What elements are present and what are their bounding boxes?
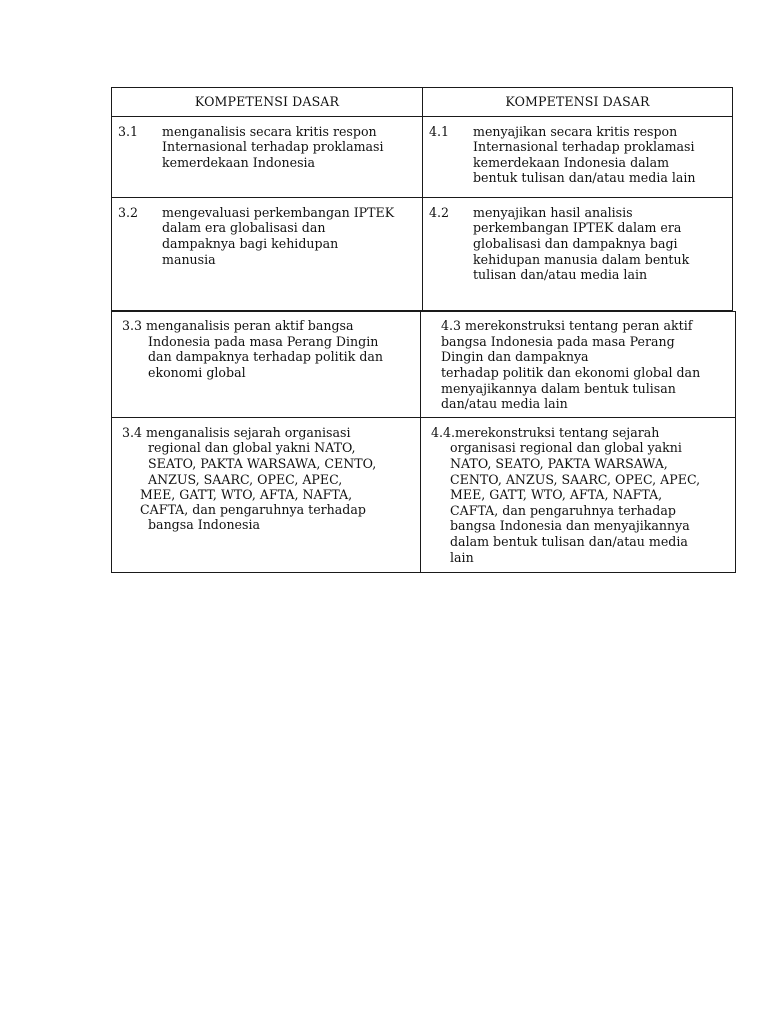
kd-4-3-line: terhadap politik dan ekonomi global dan (441, 365, 701, 380)
kd-3-4-line: regional dan global yakni NATO, (148, 440, 356, 455)
kd-4-4-line: organisasi regional dan global yakni (450, 440, 682, 455)
kd-3-2-line: manusia (162, 252, 216, 267)
kd-3-1-line: menganalisis secara kritis respon (162, 124, 377, 139)
kd-3-4-line: CAFTA, dan pengaruhnya terhadap (140, 502, 366, 517)
header-left-label: KOMPETENSI DASAR (194, 94, 340, 109)
kd-4-4-line: bangsa Indonesia dan menyajikannya (450, 518, 690, 533)
kd-number-3-1: 3.1 (118, 124, 139, 139)
kd-4-2-line: kehidupan manusia dalam bentuk (473, 252, 690, 267)
kd-4-4-line: dalam bentuk tulisan dan/atau media (450, 534, 688, 549)
kd-3-3-line: Indonesia pada masa Perang Dingin (148, 334, 379, 349)
kd-3-1-line: Internasional terhadap proklamasi (162, 139, 384, 154)
kd-4-3-line: 4.3 merekonstruksi tentang peran aktif (441, 318, 693, 333)
kd-3-3-line: ekonomi global (148, 365, 246, 380)
header-right-label: KOMPETENSI DASAR (505, 94, 650, 109)
kd-4-3-line: dan/atau media lain (441, 396, 568, 411)
kd-4-3-line: bangsa Indonesia pada masa Perang (441, 334, 675, 349)
kd-4-2-line: menyajikan hasil analisis (473, 205, 633, 220)
kd-4-3-line: menyajikannya dalam bentuk tulisan (441, 381, 676, 396)
kd-4-2-line: perkembangan IPTEK dalam era (473, 220, 682, 235)
kd-number-4-2: 4.2 (429, 205, 450, 220)
kd-4-3-line: Dingin dan dampaknya (441, 349, 589, 364)
kd-3-1-line: kemerdekaan Indonesia (162, 155, 316, 170)
kd-3-4-line: bangsa Indonesia (148, 517, 261, 532)
kd-3-4-line: 3.4 menganalisis sejarah organisasi (122, 425, 351, 440)
kd-3-2-line: dampaknya bagi kehidupan (162, 236, 339, 251)
kd-3-4-line: SEATO, PAKTA WARSAWA, CENTO, (148, 456, 377, 471)
kd-4-4-line: 4.4.merekonstruksi tentang sejarah (431, 425, 660, 440)
kd-3-3-line: dan dampaknya terhadap politik dan (148, 349, 384, 364)
kd-3-4-line: ANZUS, SAARC, OPEC, APEC, (148, 472, 343, 487)
kd-4-4-line: CENTO, ANZUS, SAARC, OPEC, APEC, (450, 472, 701, 487)
kd-4-2-line: tulisan dan/atau media lain (473, 267, 648, 282)
kd-4-1-line: bentuk tulisan dan/atau media lain (473, 170, 696, 185)
kd-4-4-line: lain (450, 550, 474, 565)
kd-3-4-line: MEE, GATT, WTO, AFTA, NAFTA, (140, 487, 353, 502)
kd-3-3-line: 3.3 menganalisis peran aktif bangsa (122, 318, 354, 333)
kd-number-4-1: 4.1 (429, 124, 450, 139)
kd-4-1-line: kemerdekaan Indonesia dalam (473, 155, 670, 170)
kd-3-2-line: mengevaluasi perkembangan IPTEK (162, 205, 395, 220)
kd-number-3-2: 3.2 (118, 205, 139, 220)
kd-4-4-line: MEE, GATT, WTO, AFTA, NAFTA, (450, 487, 663, 502)
kd-4-2-line: globalisasi dan dampaknya bagi (473, 236, 678, 251)
kd-4-1-line: Internasional terhadap proklamasi (473, 139, 695, 154)
kd-4-1-line: menyajikan secara kritis respon (473, 124, 678, 139)
kd-3-2-line: dalam era globalisasi dan (162, 220, 326, 235)
kd-4-4-line: NATO, SEATO, PAKTA WARSAWA, (450, 456, 668, 471)
kd-4-4-line: CAFTA, dan pengaruhnya terhadap (450, 503, 676, 518)
